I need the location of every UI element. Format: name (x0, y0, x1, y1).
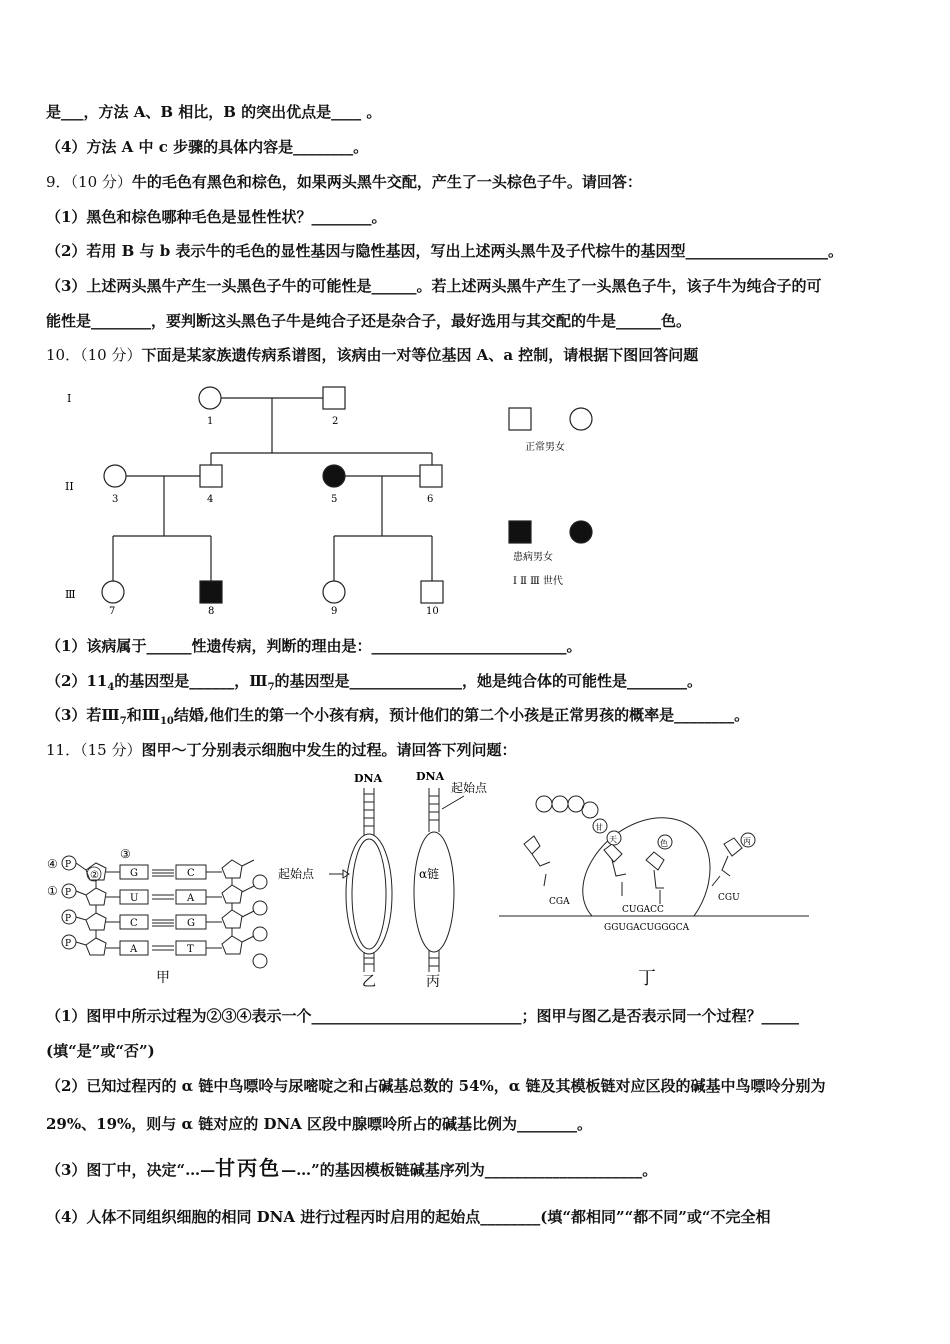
codon-label: CUGACC (622, 905, 664, 915)
legend-normal-label: 正常男女 (525, 442, 565, 453)
l10-sub2: 7 (267, 682, 275, 693)
text-line-13: （1）图甲中所示过程为②③④表示一个____________________________；图甲与图乙是否表示同一个过程？_____ (46, 1007, 799, 1025)
question-11 (46, 740, 516, 760)
base-left-1: G (130, 868, 138, 879)
legend-affected-label: 患病男女 (513, 552, 553, 563)
gen-label-III: Ⅲ (65, 588, 76, 601)
pedigree-III-7-female (102, 581, 124, 603)
l11-c: 结婚,他们生的第一个小孩有病，预计他们的第二个小孩是正常男孩的概率是________。 (173, 706, 750, 724)
question-10-text: 下面是某家族遗传病系谱图，该病由一对等位基因 A、a 控制，请根据下图回答问题 (141, 346, 699, 364)
figure-yi (278, 772, 392, 990)
amino-glyph-1: 甘 (215, 1156, 238, 1180)
pedigree-I-2-male (323, 387, 345, 409)
text-line-11 (46, 705, 749, 732)
text-line-7: 能性是________，要判断这头黑色子牛是纯合子还是杂合子，最好选用与其交配的牛是______色。 (46, 312, 692, 330)
base-right-4: T (187, 944, 194, 955)
text-line-15: （2）已知过程丙的 α 链中鸟嘌呤与尿嘧啶之和占碱基总数的 54%，α 链及其模板链对应区段的碱基中鸟嘌呤分别为 (46, 1077, 826, 1095)
l10-sub: 4 (107, 682, 115, 693)
phosphate-1: P (65, 860, 72, 870)
question-9-text: 牛的毛色有黑色和棕色，如果两头黑牛交配，产生了一头棕色子牛。请回答： (131, 173, 642, 191)
aa-2: 天 (609, 835, 617, 844)
legend-normal-male (509, 408, 531, 430)
l17-b: —…”的基因模板链碱基序列为_____________________。 (281, 1161, 658, 1179)
text-line-9: （1）该病属于______性遗传病，判断的理由是：__________________________。 (46, 637, 582, 655)
phosphate-3: P (65, 914, 72, 924)
text-line-1: 是___，方法 A、B 相比，B 的突出优点是____ 。 (46, 103, 382, 121)
id-10: 10 (426, 606, 439, 617)
alpha-chain-label: α链 (419, 867, 440, 881)
id-9: 9 (331, 606, 338, 617)
label-3: ③ (120, 847, 131, 861)
jia-label: 甲 (156, 970, 170, 986)
pedigree-II-4-male (200, 465, 222, 487)
text-line-16: 29%、19%，则与 α 链对应的 DNA 区段中腺嘌呤所占的碱基比例为________。 (46, 1115, 593, 1133)
l10-b: 的基因型是______，Ⅲ (114, 672, 268, 690)
l10-a: 11 (86, 672, 108, 690)
anticodon-1: CGA (549, 897, 570, 907)
l11-b: 和Ⅲ (126, 706, 160, 724)
id-5: 5 (331, 494, 338, 505)
pedigree-II-5-affected-female (323, 465, 345, 487)
figure-bing (414, 770, 488, 990)
l11-a: （3）若Ⅲ (46, 706, 120, 724)
pedigree-II-3-female (104, 465, 126, 487)
amino-glyph-2: 丙 (237, 1156, 260, 1180)
text-line-14: (填“是”或“否”) (46, 1042, 155, 1060)
label-2: ② (90, 870, 99, 881)
gen-label-II: II (65, 480, 74, 493)
ding-label: 丁 (638, 968, 656, 989)
id-1: 1 (207, 416, 214, 427)
question-9-number: 9．（10 分） (46, 173, 132, 191)
figure-11 (44, 764, 914, 990)
id-8: 8 (208, 606, 215, 617)
base-left-2: U (130, 893, 139, 904)
pedigree-I-1-female (199, 387, 221, 409)
dna-label-1: DNA (354, 772, 383, 785)
pedigree-III-9-female (323, 581, 345, 603)
figure-ding (499, 796, 809, 989)
base-right-2: A (187, 893, 195, 904)
phosphate-2: P (65, 888, 72, 898)
legend-generation-label: Ⅰ Ⅱ Ⅲ 世代 (513, 576, 563, 587)
text-line-4: （1）黑色和棕色哪种毛色是显性性状？________。 (46, 208, 387, 226)
text-line-17 (46, 1158, 657, 1180)
l11-sub2: 10 (159, 716, 174, 727)
gen-label-I: I (67, 392, 72, 405)
bing-label: 丙 (426, 974, 440, 990)
question-9 (46, 172, 642, 192)
label-4: ④ (47, 857, 58, 871)
question-11-number: 11．（15 分） (46, 741, 142, 759)
text-line-6: （3）上述两头黑牛产生一头黑色子牛的可能性是______。若上述两头黑牛产生了一头黑色子牛，该子牛为纯合子的可 (46, 277, 822, 295)
id-3: 3 (112, 494, 119, 505)
dna-label-2: DNA (416, 770, 445, 783)
text-line-18: （4）人体不同组织细胞的相同 DNA 进行过程丙时启用的起始点________(填“都相同”“都不同”或“不完全相 (46, 1208, 771, 1226)
text-line-10 (46, 671, 702, 698)
pedigree-III-8-affected-male (200, 581, 222, 603)
yi-label: 乙 (362, 974, 376, 990)
id-6: 6 (427, 494, 434, 505)
mrna-sequence: GGUGACUGGGCA (604, 923, 690, 933)
legend-affected-male (509, 521, 531, 543)
aa-1: 甘 (595, 823, 603, 832)
origin-label-1: 起始点 (278, 867, 315, 881)
l10-c: 的基因型是_______________，她是纯合体的可能性是________。 (274, 672, 703, 690)
figure-jia (47, 847, 267, 986)
text-line-5: （2）若用 B 与 b 表示牛的毛色的显性基因与隐性基因，写出上述两头黑牛及子代棕牛的基因型___________________。 (46, 242, 843, 260)
label-1: ① (47, 884, 58, 898)
question-10-number: 10．（10 分） (46, 346, 142, 364)
text-line-2: （4）方法 A 中 c 步骤的具体内容是________。 (46, 138, 369, 156)
legend-affected-female (570, 521, 592, 543)
base-left-3: C (130, 918, 138, 929)
base-right-1: C (187, 868, 195, 879)
base-left-4: A (130, 944, 138, 955)
question-10 (46, 345, 698, 365)
question-11-text: 图甲～丁分别表示细胞中发生的过程。请回答下列问题： (141, 741, 517, 759)
id-4: 4 (207, 494, 214, 505)
l11-sub: 7 (119, 716, 127, 727)
l17-a: （3）图丁中，决定“…— (46, 1161, 216, 1179)
id-2: 2 (332, 416, 339, 427)
pedigree-chart (55, 378, 615, 623)
phosphate-4: P (65, 939, 72, 949)
l10-pre: （2） (46, 672, 87, 690)
aa-4: 丙 (743, 837, 751, 846)
id-7: 7 (109, 606, 116, 617)
base-right-3: G (187, 918, 195, 929)
legend-normal-female (570, 408, 592, 430)
aa-3: 色 (660, 839, 668, 848)
amino-glyph-3: 色 (259, 1156, 282, 1180)
origin-label-2: 起始点 (451, 781, 488, 795)
pedigree-III-10-male (421, 581, 443, 603)
anticodon-2: CGU (718, 893, 740, 903)
pedigree-II-6-male (420, 465, 442, 487)
